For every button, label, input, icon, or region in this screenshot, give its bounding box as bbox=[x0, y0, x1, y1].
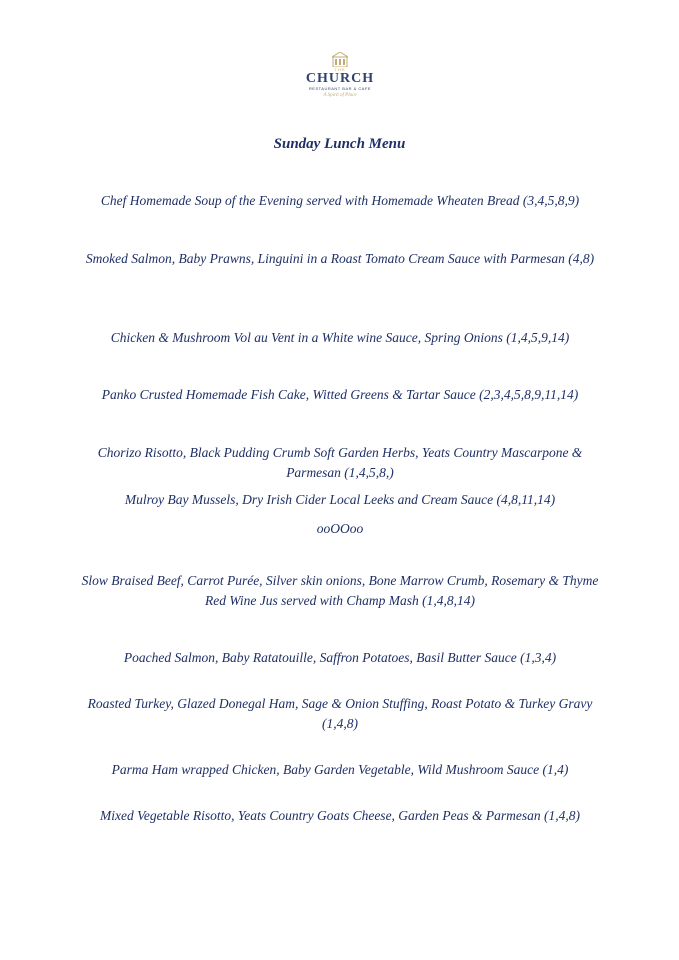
menu-item-soup: Chef Homemade Soup of the Evening served with Homemade Wheaten Bread (3,4,5,8,9) bbox=[100, 193, 580, 208]
menu-item-parma-chicken: Parma Ham wrapped Chicken, Baby Garden Vegetable, Wild Mushroom Sauce (1,4) bbox=[111, 762, 569, 777]
menu-item-chorizo-risotto: Chorizo Risotto, Black Pudding Crumb Soft Garden Herbs, Yeats Country Mascarpone & Parmesan (1,4,5,8,) bbox=[97, 445, 583, 480]
menu-item-roasted-turkey: Roasted Turkey, Glazed Donegal Ham, Sage & Onion Stuffing, Roast Potato & Turkey Gravy (1,4,8) bbox=[87, 696, 593, 731]
church-logo bbox=[289, 52, 391, 108]
logo-the-text: THE bbox=[334, 67, 346, 72]
menu-item-fish-cake: Panko Crusted Homemade Fish Cake, Witted Greens & Tartar Sauce (2,3,4,5,8,9,11,14) bbox=[101, 387, 579, 402]
menu-item-mussels: Mulroy Bay Mussels, Dry Irish Cider Local Leeks and Cream Sauce (4,8,11,14) bbox=[124, 492, 556, 507]
logo-name-text: CHURCH bbox=[305, 71, 375, 86]
logo-tagline-text: A Spirit of Place bbox=[323, 93, 357, 98]
logo-subtitle-text: RESTAURANT BAR & CAFE bbox=[308, 86, 372, 91]
menu-item-smoked-salmon: Smoked Salmon, Baby Prawns, Linguini in a Roast Tomato Cream Sauce with Parmesan (4,8) bbox=[85, 251, 595, 266]
menu-item-vol-au-vent: Chicken & Mushroom Vol au Vent in a White wine Sauce, Spring Onions (1,4,5,9,14) bbox=[110, 330, 570, 345]
menu-title: Sunday Lunch Menu bbox=[273, 136, 406, 152]
course-divider: ooOOoo bbox=[316, 521, 364, 536]
menu-item-poached-salmon: Poached Salmon, Baby Ratatouille, Saffron Potatoes, Basil Butter Sauce (1,3,4) bbox=[123, 650, 557, 665]
church-building-icon bbox=[332, 52, 348, 67]
menu-item-braised-beef: Slow Braised Beef, Carrot Purée, Silver skin onions, Bone Marrow Crumb, Rosemary & Thyme Red Wine Jus served with Champ Mash (1,4,8,14) bbox=[81, 573, 599, 608]
menu-item-vegetable-risotto: Mixed Vegetable Risotto, Yeats Country Goats Cheese, Garden Peas & Parmesan (1,4,8) bbox=[99, 808, 581, 823]
